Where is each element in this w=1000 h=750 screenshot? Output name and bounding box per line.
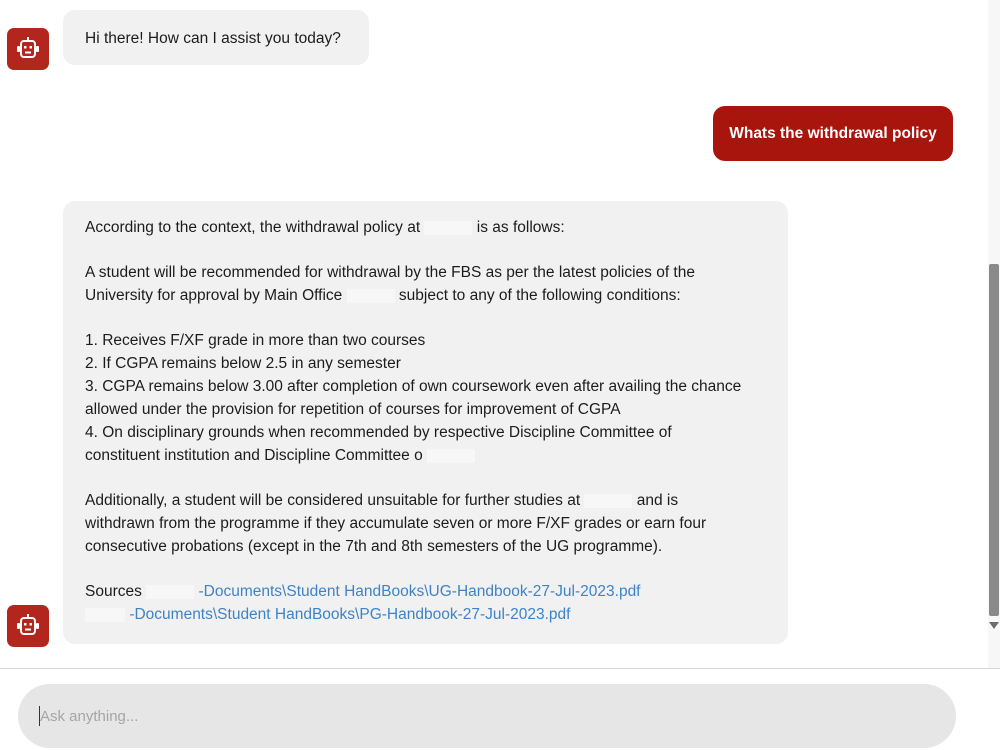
chat-scrollbar[interactable] [988,0,1000,668]
redacted-text [85,608,125,622]
answer-p3-line1: Additionally, a student will be considered unsuitable for further studies at and is [85,492,679,509]
source-link-ug-handbook[interactable]: -Documents\Student HandBooks\UG-Handbook-27-Jul-2023.pdf [198,583,641,600]
redacted-text [427,449,475,463]
answer-p3-line2: withdrawn from the programme if they accumulate seven or more F/XF grades or earn four [85,515,707,532]
bot-avatar-robot-icon [7,28,49,70]
redacted-text [347,289,395,303]
redacted-text [146,585,194,599]
condition-item-4-line2: constituent institution and Discipline Committee o [85,444,788,467]
answer-p2-line2: University for approval by Main Office subject to any of the following conditions: [85,287,681,304]
answer-p2-line1: A student will be recommended for withdrawal by the FBS as per the latest policies of the [85,264,695,281]
text-caret [39,706,40,726]
condition-item-3-line1: 3. CGPA remains below 3.00 after completion of own coursework even after availing the chance [85,378,742,395]
robot-icon [14,612,42,640]
robot-icon [14,35,42,63]
bot-message-greeting [63,10,369,65]
sources-line-2 [85,603,788,626]
condition-item-2: 2. If CGPA remains below 2.5 in any semester [85,355,401,372]
redacted-text [584,494,632,508]
bot-message-answer [63,201,788,644]
input-divider [0,668,1000,669]
condition-item-1: 1. Receives F/XF grade in more than two courses [85,332,426,349]
condition-item-4-line1: 4. On disciplinary grounds when recommended by respective Discipline Committee of [85,424,672,441]
source-link-pg-handbook[interactable]: -Documents\Student HandBooks\PG-Handbook-27-Jul-2023.pdf [129,606,571,623]
user-message-text: Whats the withdrawal policy [729,124,937,142]
scrollbar-thumb[interactable] [989,264,999,616]
greeting-text: Hi there! How can I assist you today? [85,30,341,47]
answer-intro: According to the context, the withdrawal policy at is as follows: [85,219,565,236]
bot-avatar-robot-icon [7,605,49,647]
sources-label: Sources [85,583,142,600]
condition-item-3-line2: allowed under the provision for repetition of courses for improvement of CGPA [85,401,621,418]
scroll-down-arrow-icon[interactable] [989,622,999,629]
message-input[interactable] [18,684,956,748]
sources-line-1 [85,580,788,603]
user-message [713,106,953,161]
message-input-container [18,684,956,748]
answer-p3-line3: consecutive probations (except in the 7th and 8th semesters of the UG programme). [85,538,663,555]
redacted-text [424,221,472,235]
